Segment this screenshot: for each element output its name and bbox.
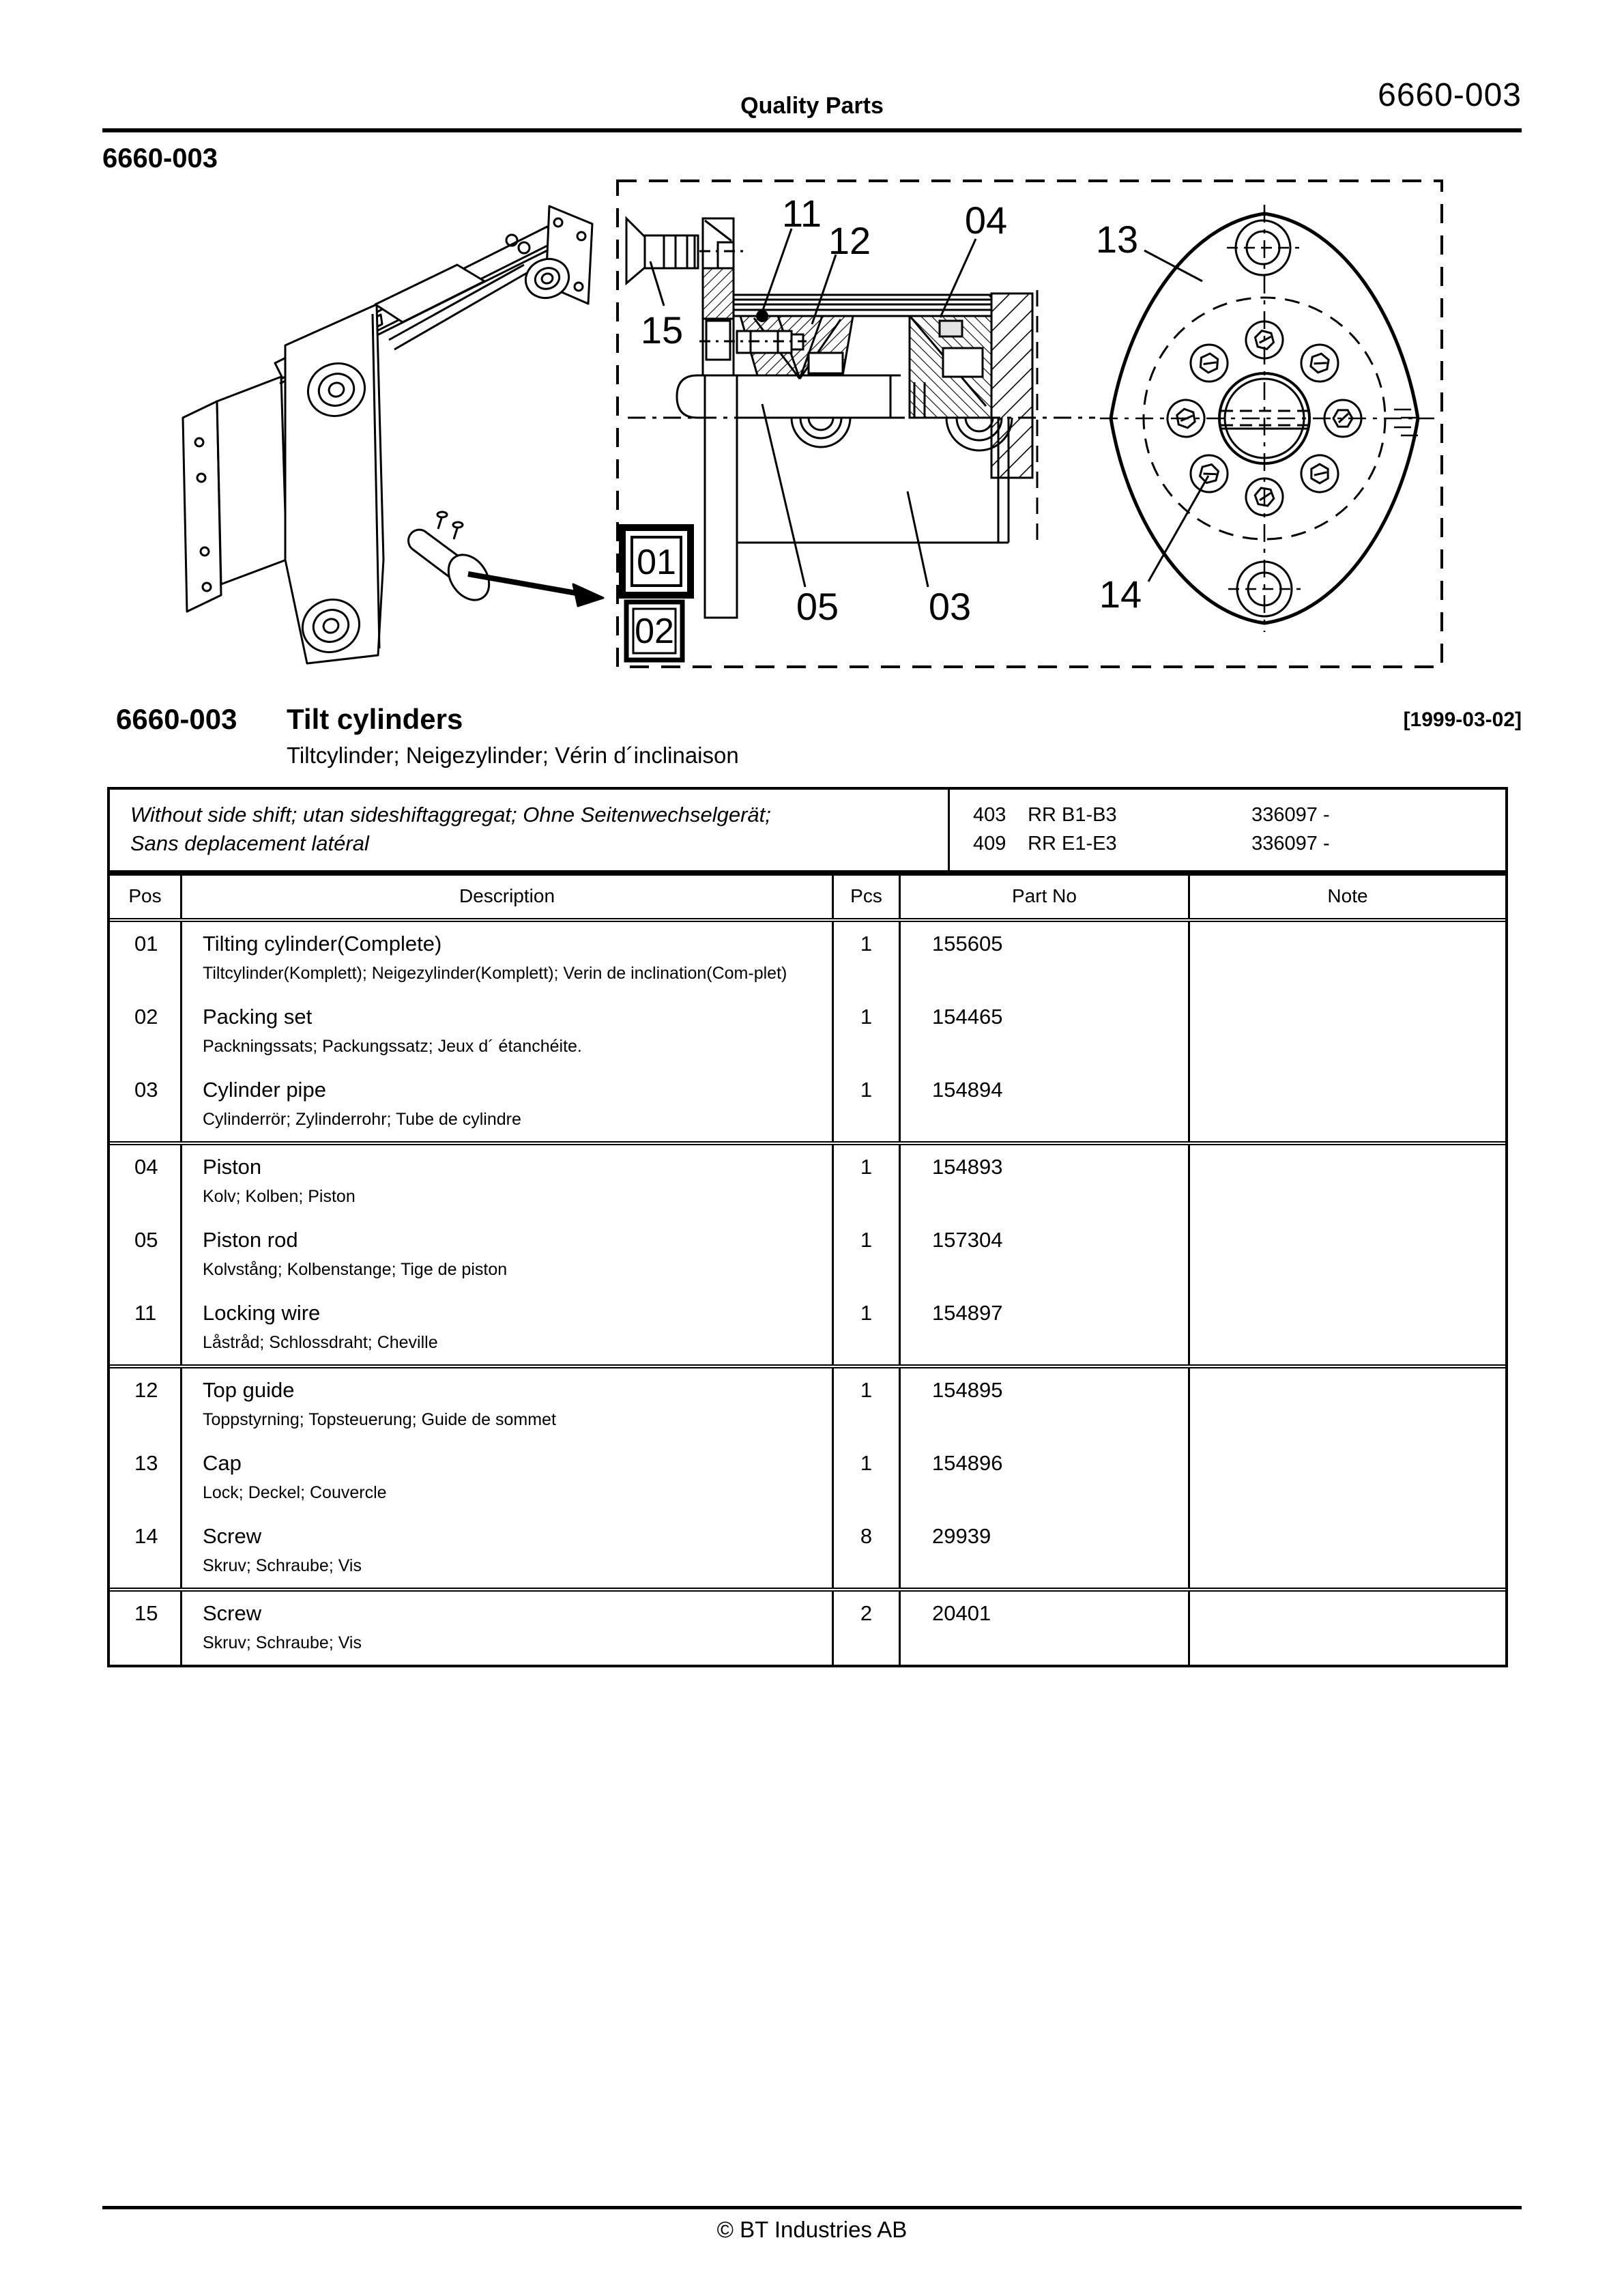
- description-sub: Kolv; Kolben; Piston: [203, 1187, 356, 1206]
- cell-pcs: 1: [834, 1368, 901, 1441]
- callout-15: 15: [640, 308, 684, 351]
- header-part-code: 6660-003: [1378, 77, 1522, 113]
- cell-part: 29939: [901, 1515, 1190, 1588]
- cell-pcs: 1: [834, 1291, 901, 1364]
- cell-pos: 13: [110, 1441, 182, 1515]
- col-pos: Pos: [110, 876, 182, 918]
- variant-boxes: [622, 528, 691, 660]
- scope-line2: Sans deplacement latéral: [130, 831, 369, 855]
- cell-pos: 02: [110, 995, 182, 1068]
- cell-part: 154896: [901, 1441, 1190, 1515]
- cell-part: 154894: [901, 1068, 1190, 1141]
- description-main: Tilting cylinder(Complete): [203, 932, 442, 956]
- cell-pcs: 1: [834, 1145, 901, 1218]
- cell-description: [182, 1218, 834, 1291]
- cell-note: [1190, 1592, 1505, 1665]
- cell-note: [1190, 1515, 1505, 1588]
- variant-row: [973, 801, 1498, 829]
- footer-rule: [102, 2206, 1522, 2209]
- description-sub: Skruv; Schraube; Vis: [203, 1633, 362, 1652]
- parts-table: [107, 787, 1508, 1667]
- parts-figure: [102, 177, 1522, 683]
- table-row: [110, 922, 1505, 995]
- variant-model: RR E1-E3: [1028, 833, 1117, 855]
- cell-pcs: 2: [834, 1592, 901, 1665]
- cell-description: [182, 1592, 834, 1665]
- description-main: Piston rod: [203, 1228, 298, 1252]
- cell-pcs: 1: [834, 1218, 901, 1291]
- scope-line1: Without side shift; utan sideshiftaggregat; Ohne Seitenwechselgerät;: [130, 803, 771, 827]
- cell-note: [1190, 1145, 1505, 1218]
- cell-part: 154897: [901, 1291, 1190, 1364]
- callout-13: 13: [1095, 218, 1139, 261]
- cell-part: 154893: [901, 1145, 1190, 1218]
- col-description: Description: [182, 876, 834, 918]
- cell-pos: 03: [110, 1068, 182, 1141]
- figure-cap-view: [1100, 205, 1434, 632]
- figure-cross-section: [626, 218, 1095, 618]
- description-sub: Cylinderrör; Zylinderrohr; Tube de cylindre: [203, 1110, 521, 1129]
- description-main: Screw: [203, 1524, 262, 1548]
- col-pcs: Pcs: [834, 876, 901, 918]
- description-sub: Kolvstång; Kolbenstange; Tige de piston: [203, 1260, 508, 1279]
- scope-variants: [948, 790, 1505, 870]
- section-subtitle: Tiltcylinder; Neigezylinder; Vérin d´inclinaison: [287, 743, 739, 768]
- cell-note: [1190, 1368, 1505, 1441]
- cell-description: [182, 1441, 834, 1515]
- description-sub: Skruv; Schraube; Vis: [203, 1556, 362, 1575]
- description-main: Cap: [203, 1451, 242, 1475]
- footer-copyright: © BT Industries AB: [716, 2217, 908, 2242]
- description-main: Locking wire: [203, 1301, 321, 1325]
- description-sub: Tiltcylinder(Komplett); Neigezylinder(Komplett); Verin de inclination(Com-plet): [203, 964, 787, 983]
- cell-part: 155605: [901, 922, 1190, 995]
- col-part: Part No: [901, 876, 1190, 918]
- cap-screws: [1162, 317, 1361, 518]
- description-main: Top guide: [203, 1378, 295, 1402]
- table-row: [110, 1588, 1505, 1665]
- figure-isometric-view: [183, 206, 603, 663]
- boxed-label-02: 02: [635, 612, 674, 651]
- cell-part: 20401: [901, 1592, 1190, 1665]
- scope-text: [110, 790, 948, 870]
- scope-row: [110, 790, 1505, 876]
- cell-description: [182, 1368, 834, 1441]
- table-row: [110, 1291, 1505, 1364]
- cell-pcs: 8: [834, 1515, 901, 1588]
- header-title: Quality Parts: [740, 93, 884, 119]
- page-code-heading: 6660-003: [102, 143, 218, 173]
- variant-serial: 336097 -: [1251, 804, 1330, 826]
- cell-description: [182, 1145, 834, 1218]
- description-main: Screw: [203, 1601, 262, 1625]
- cell-part: 157304: [901, 1218, 1190, 1291]
- column-header-row: [110, 876, 1505, 922]
- cell-pos: 15: [110, 1592, 182, 1665]
- cell-note: [1190, 1068, 1505, 1141]
- cell-note: [1190, 1218, 1505, 1291]
- description-sub: Toppstyrning; Topsteuerung; Guide de sommet: [203, 1410, 556, 1429]
- cell-pcs: 1: [834, 995, 901, 1068]
- cell-note: [1190, 1441, 1505, 1515]
- table-row: [110, 1515, 1505, 1588]
- isometric-cylinder: [409, 512, 497, 607]
- cell-pcs: 1: [834, 1068, 901, 1141]
- variant-serial: 336097 -: [1251, 833, 1330, 855]
- cap-view-callouts: [1096, 218, 1142, 616]
- description-main: Cylinder pipe: [203, 1078, 326, 1102]
- variant-model: RR B1-B3: [1028, 804, 1117, 826]
- col-note: Note: [1327, 885, 1368, 906]
- cell-note: [1190, 995, 1505, 1068]
- callout-04: 04: [964, 199, 1008, 242]
- cell-description: [182, 995, 834, 1068]
- cell-pos: 14: [110, 1515, 182, 1588]
- cell-pos: 05: [110, 1218, 182, 1291]
- callout-03: 03: [928, 585, 972, 628]
- cell-pos: 12: [110, 1368, 182, 1441]
- cell-part: 154465: [901, 995, 1190, 1068]
- variant-code: 409: [973, 833, 1006, 855]
- boxed-label-01: 01: [637, 543, 676, 582]
- cell-description: [182, 922, 834, 995]
- cell-pos: 11: [110, 1291, 182, 1364]
- cell-part: 154895: [901, 1368, 1190, 1441]
- callout-11: 11: [781, 192, 822, 235]
- description-main: Packing set: [203, 1005, 313, 1029]
- table-row: [110, 1364, 1505, 1441]
- cell-pcs: 1: [834, 1441, 901, 1515]
- table-row: [110, 995, 1505, 1068]
- callout-14: 14: [1099, 573, 1142, 616]
- description-sub: Låstråd; Schlossdraht; Cheville: [203, 1333, 438, 1352]
- cell-description: [182, 1068, 834, 1141]
- table-row: [110, 1141, 1505, 1218]
- cell-note: [1190, 922, 1505, 995]
- section-title: Tilt cylinders: [287, 703, 463, 735]
- header-rule: [102, 128, 1522, 132]
- callout-05: 05: [796, 585, 839, 628]
- section-code: 6660-003: [116, 703, 237, 735]
- section-date: [1999-03-02]: [1403, 708, 1522, 731]
- description-sub: Lock; Deckel; Couvercle: [203, 1483, 387, 1502]
- cell-description: [182, 1291, 834, 1364]
- table-row: [110, 1441, 1505, 1515]
- cell-description: [182, 1515, 834, 1588]
- variant-row: [973, 829, 1498, 858]
- description-sub: Packningssats; Packungssatz; Jeux d´ étanchéite.: [203, 1037, 582, 1056]
- callout-12: 12: [828, 219, 871, 262]
- description-main: Piston: [203, 1155, 262, 1179]
- cell-pos: 01: [110, 922, 182, 995]
- cell-pos: 04: [110, 1145, 182, 1218]
- variant-code: 403: [973, 804, 1006, 826]
- table-row: [110, 1068, 1505, 1141]
- cell-pcs: 1: [834, 922, 901, 995]
- table-row: [110, 1218, 1505, 1291]
- cell-note: [1190, 1291, 1505, 1364]
